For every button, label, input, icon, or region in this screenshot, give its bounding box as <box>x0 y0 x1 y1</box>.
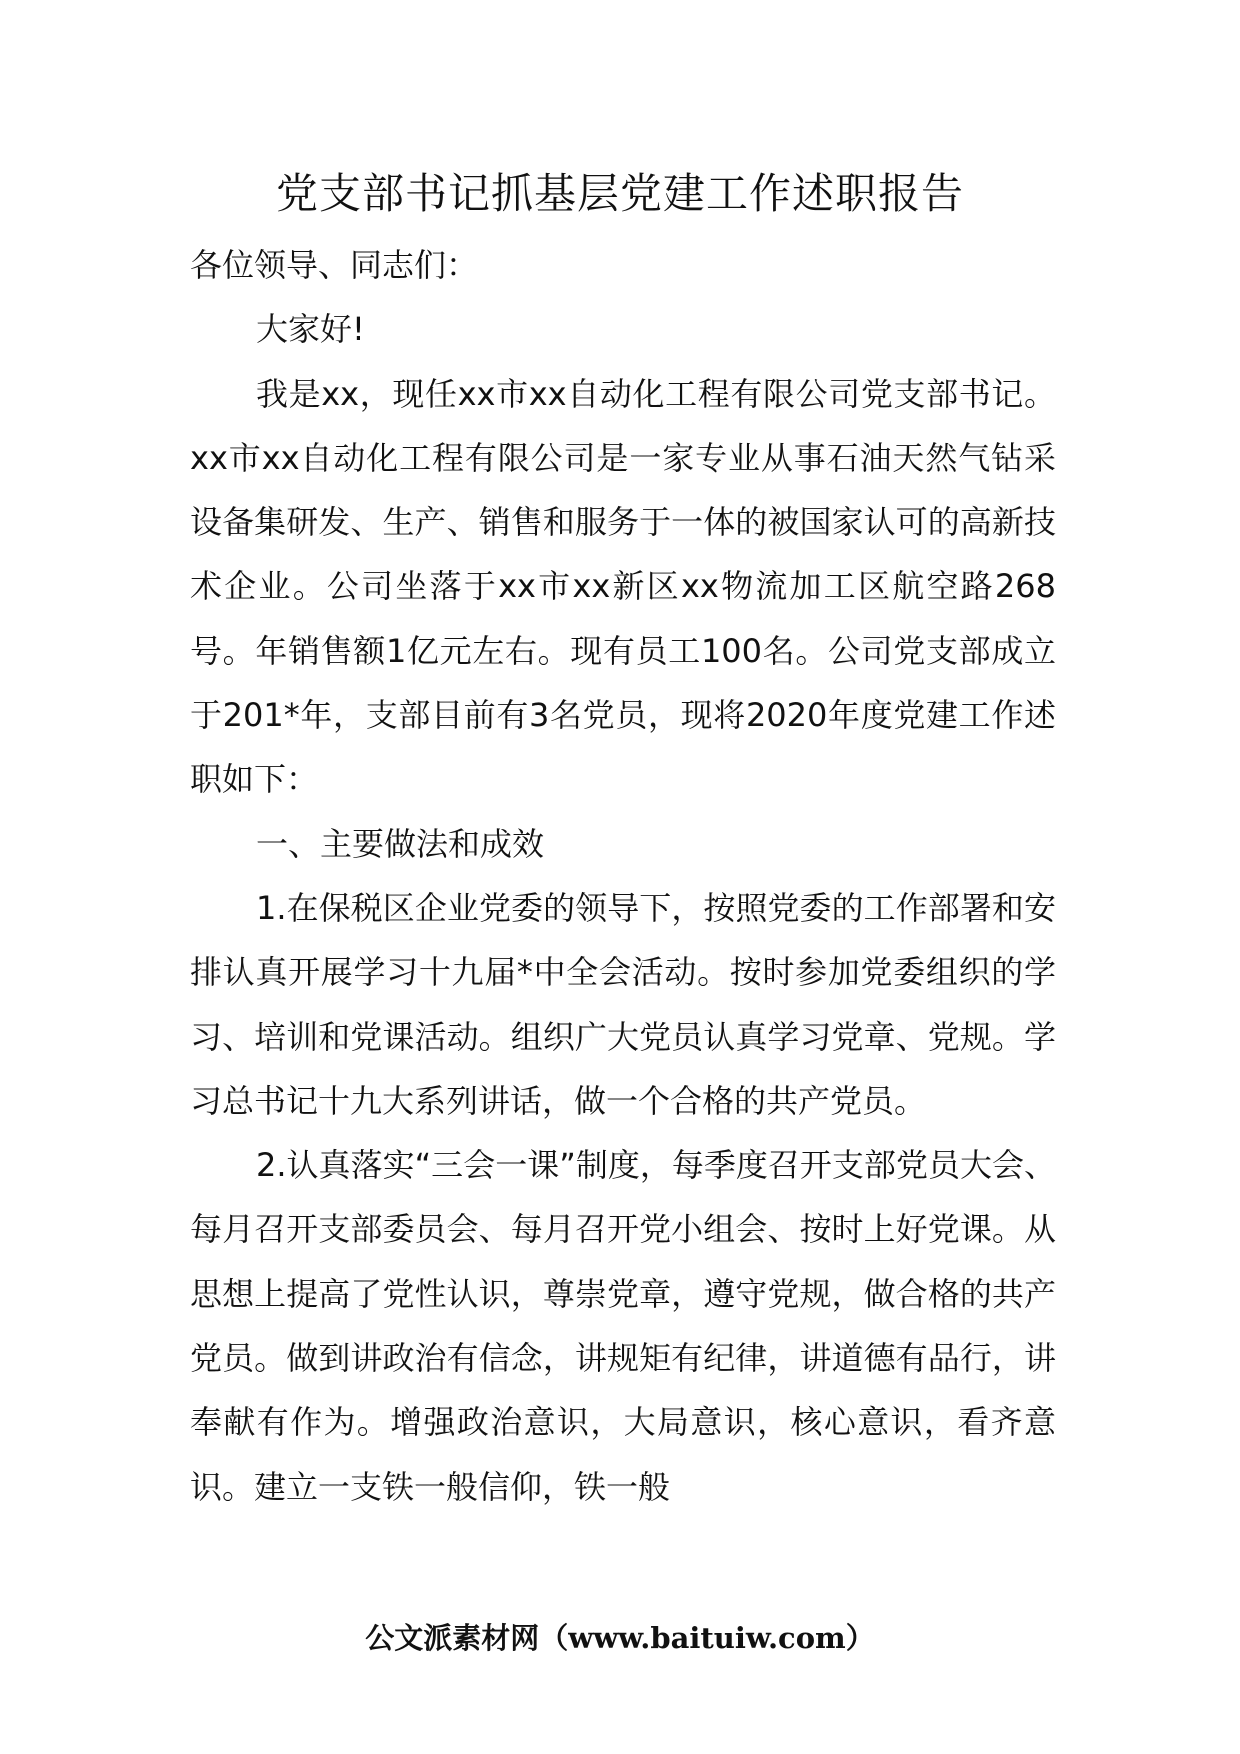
greeting: 大家好! <box>256 310 365 349</box>
section-heading: 一、主要做法和成效 <box>256 824 545 863</box>
document-body <box>190 233 1056 1519</box>
paragraph-item-2: 2.认真落实“三会一课”制度，每季度召开支部党员大会、每月召开支部委员会、每月召开党小组会、按时上好党课。从思想上提高了党性认识，尊崇党章，遵守党规，做合格的共产党员。做到讲政治有信念，讲规矩有纪律，讲道德有品行，讲奉献有作为。增强政治意识，大局意识，核心意识，看齐意识。建立一支铁一般信仰，铁一般 <box>190 1146 1056 1506</box>
paragraph-item-1: 1.在保税区企业党委的领导下，按照党委的工作部署和安排认真开展学习十九届*中全会活动。按时参加党委组织的学习、培训和党课活动。组织广大党员认真学习党章、党规。学习总书记十九大系列讲话，做一个合格的共产党员。 <box>190 888 1056 1120</box>
footer-watermark: 公文派素材网（www.baituiw.com） <box>365 1621 875 1655</box>
document-title: 党支部书记抓基层党建工作述职报告 <box>275 169 964 218</box>
salutation: 各位领导、同志们： <box>190 246 479 284</box>
paragraph-intro: 我是xx，现任xx市xx自动化工程有限公司党支部书记。xx市xx自动化工程有限公司是一家专业从事石油天然气钻采设备集研发、生产、销售和服务于一体的被国家认可的高新技术企业。公司坐落于xx市xx新区xx物流加工区航空路268号。年销售额1亿元左右。现有员工100名。公司党支部成立于201*年，支部目前有3名党员，现将2020年度党建工作述职如下： <box>190 374 1056 799</box>
